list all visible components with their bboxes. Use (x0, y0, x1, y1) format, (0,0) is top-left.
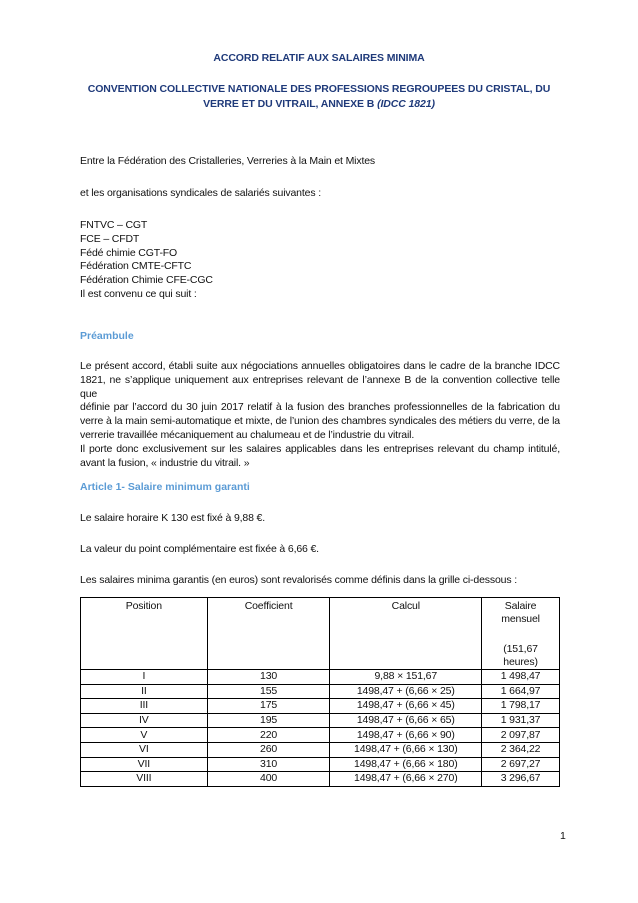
header-salaire-label: Salaire mensuel (501, 600, 540, 625)
union-item: FNTVC – CGT (80, 219, 148, 231)
cell-calcul: 1498,47 + (6,66 × 25) (330, 684, 482, 699)
subtitle-line-2: VERRE ET DU VITRAIL, ANNEXE B (203, 98, 375, 110)
header-salaire-hours: (151,67 heures) (503, 643, 538, 668)
page-number: 1 (560, 830, 566, 842)
cell-coefficient: 400 (207, 772, 330, 787)
union-item: FCE – CFDT (80, 232, 140, 245)
subtitle-idcc: (IDCC 1821) (377, 98, 435, 110)
subtitle-line-1: CONVENTION COLLECTIVE NATIONALE DES PROFESSIONS REGROUPEES DU CRISTAL, DU (87, 83, 551, 95)
cell-coefficient: 155 (207, 684, 330, 699)
document-title: ACCORD RELATIF AUX SALAIRES MINIMA (213, 52, 425, 64)
cell-salaire: 1 498,47 (482, 670, 560, 685)
article-1-heading: Article 1- Salaire minimum garanti (80, 481, 250, 493)
grid-intro-text: Les salaires minima garantis (en euros) sont revalorisés comme définis dans la grille ci-dessous : (80, 574, 517, 586)
table-header-row (81, 598, 560, 670)
cell-salaire: 1 798,17 (482, 699, 560, 714)
preamble-line: définie par l’accord du 30 juin 2017 relatif à la fusion des branches professionnelles de la fabrication du (80, 401, 560, 414)
table-row (81, 670, 560, 685)
cell-salaire: 2 697,27 (482, 757, 560, 772)
table-row (81, 757, 560, 772)
cell-coefficient: 220 (207, 728, 330, 743)
cell-calcul: 1498,47 + (6,66 × 270) (330, 772, 482, 787)
header-salaire (482, 598, 560, 670)
cell-salaire: 2 097,87 (482, 728, 560, 743)
union-item: Fédération CMTE-CFTC (80, 260, 192, 273)
document-subtitle (70, 82, 568, 112)
header-coefficient: Coefficient (207, 598, 330, 670)
cell-calcul: 1498,47 + (6,66 × 45) (330, 699, 482, 714)
header-position: Position (81, 598, 208, 670)
cell-coefficient: 175 (207, 699, 330, 714)
header-calcul: Calcul (330, 598, 482, 670)
cell-position: III (81, 699, 208, 714)
cell-salaire: 1 664,97 (482, 684, 560, 699)
preamble-line: avant la fusion, « industrie du vitrail. » (80, 456, 250, 469)
cell-calcul: 1498,47 + (6,66 × 130) (330, 742, 482, 757)
cell-coefficient: 195 (207, 713, 330, 728)
cell-calcul: 9,88 × 151,67 (330, 670, 482, 685)
cell-position: VI (81, 742, 208, 757)
cell-coefficient: 130 (207, 670, 330, 685)
cell-position: II (81, 684, 208, 699)
intro-parties: Entre la Fédération des Cristalleries, Verreries à la Main et Mixtes (80, 155, 376, 167)
cell-position: VII (81, 757, 208, 772)
cell-calcul: 1498,47 + (6,66 × 90) (330, 728, 482, 743)
cell-calcul: 1498,47 + (6,66 × 65) (330, 713, 482, 728)
union-item: Fédé chimie CGT-FO (80, 246, 178, 259)
preamble-line: verre à la main semi-automatique et mixte, de l’union des chambres syndicales des métiers du verre, de la (80, 415, 560, 428)
cell-salaire: 3 296,67 (482, 772, 560, 787)
cell-coefficient: 310 (207, 757, 330, 772)
preamble-line: 1821, ne s’applique uniquement aux entreprises relevant de l’annexe B de la convention collective telle que (80, 373, 560, 400)
union-item: Fédération Chimie CFE-CGC (80, 274, 213, 287)
cell-position: IV (81, 713, 208, 728)
cell-position: V (81, 728, 208, 743)
intro-unions-lead: et les organisations syndicales de salariés suivantes : (80, 187, 321, 199)
preamble-line: verrerie travaillée mécaniquement au chalumeau et de l’industrie du vitrail. (80, 428, 415, 441)
cell-position: I (81, 670, 208, 685)
cell-position: VIII (81, 772, 208, 787)
preamble-line: Le présent accord, établi suite aux négociations annuelles obligatoires dans le cadre de la branche IDCC (80, 360, 560, 372)
union-list (80, 219, 560, 302)
table-row (81, 728, 560, 743)
table-row (81, 742, 560, 757)
cell-salaire: 2 364,22 (482, 742, 560, 757)
salary-grid-table (80, 597, 560, 787)
agreed-statement: Il est convenu ce qui suit : (80, 287, 197, 300)
table-row (81, 713, 560, 728)
hourly-wage-text: Le salaire horaire K 130 est fixé à 9,88 €. (80, 512, 266, 524)
preamble-heading: Préambule (80, 330, 134, 342)
table-row (81, 684, 560, 699)
preamble-paragraph (80, 360, 560, 470)
cell-salaire: 1 931,37 (482, 713, 560, 728)
cell-calcul: 1498,47 + (6,66 × 180) (330, 757, 482, 772)
cell-coefficient: 260 (207, 742, 330, 757)
table-row (81, 772, 560, 787)
point-value-text: La valeur du point complémentaire est fixée à 6,66 €. (80, 543, 319, 555)
table-row (81, 699, 560, 714)
preamble-line: Il porte donc exclusivement sur les salaires applicables dans les entreprises relevant du champ intitulé, (80, 442, 560, 455)
